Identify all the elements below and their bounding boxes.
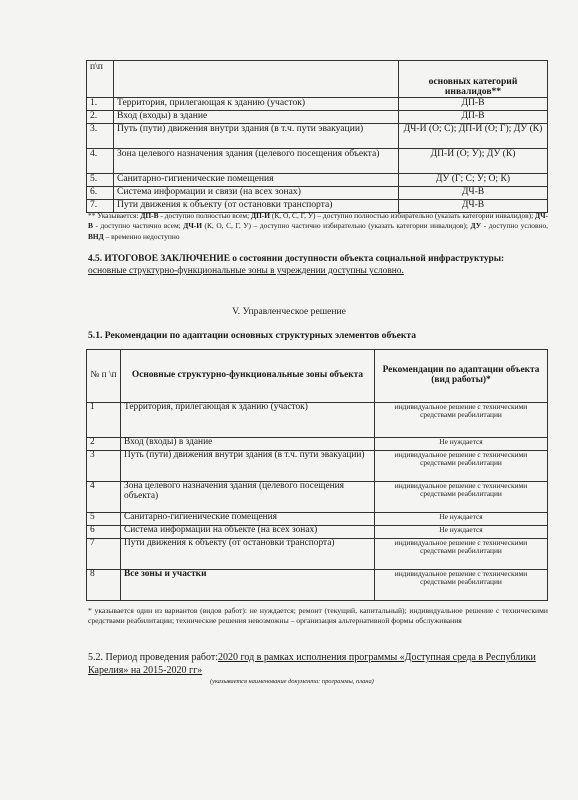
table-header-row — [87, 350, 548, 403]
accessibility-status: ДЧ-И (О; С); ДП-И (О; Г); ДУ (К) — [399, 124, 548, 149]
conclusion-text: основные структурно-функциональные зоны в учреждении доступны условно. — [88, 266, 404, 277]
work-types-footnote: * указывается один из вариантов (видов работ): не нуждается; ремонт (текущий, капитальный); индивидуальное решение с техническими средствами реабилитации; технические решения невозможны – организация альтернативной формы обслуживания — [88, 606, 548, 626]
table-row — [87, 98, 548, 111]
recommendation: индивидуальное решение с техническими средствами реабилитации — [375, 403, 548, 438]
zone-name: Зона целевого назначения здания (целевого посещения объекта) — [114, 149, 399, 174]
table-row — [87, 451, 548, 482]
work-period-label: 5.2. Период проведения работ: — [88, 652, 219, 663]
table-header-row — [87, 61, 548, 98]
table-row — [87, 111, 548, 124]
table-row — [87, 539, 548, 570]
footnote-text: ** Указывается: — [88, 211, 141, 220]
table-row — [87, 513, 548, 526]
zone-name: Путь (пути) движения внутри здания (в т.ч. пути эвакуации) — [121, 451, 375, 482]
table-row — [87, 438, 548, 451]
recommendation: Не нуждается — [375, 526, 548, 539]
section-5-heading: V. Управленческое решение — [232, 306, 346, 317]
recommendation: индивидуальное решение с техническими средствами реабилитации — [375, 451, 548, 482]
row-number: 6 — [87, 526, 121, 539]
recommendation: индивидуальное решение с техническими средствами реабилитации — [375, 539, 548, 570]
row-number: 8 — [87, 570, 121, 601]
zone-name: Санитарно-гигиенические помещения — [121, 513, 375, 526]
accessibility-status: ДЧ-В — [399, 187, 548, 200]
row-number: 3. — [87, 124, 114, 149]
recommendation: Не нуждается — [375, 438, 548, 451]
accessibility-status: ДП-В — [399, 98, 548, 111]
work-period-value: 2020 год в рамках исполнения программы «Доступная среда в Республики Карелия» на 2015-2020 гг» — [88, 652, 536, 676]
table-row — [87, 124, 548, 149]
footnote-text: - доступно частично всем; — [92, 221, 184, 231]
footnote-text: (К, О, С, Г, У) – доступно полностью избирательно (указать категории инвалидов); — [270, 211, 536, 220]
conclusion-title: 4.5. ИТОГОВОЕ ЗАКЛЮЧЕНИЕ о состоянии доступности объекта социальной инфраструктуры: — [88, 254, 505, 264]
work-period — [88, 651, 548, 677]
row-number: 7 — [87, 539, 121, 570]
table-row — [87, 482, 548, 513]
table-row — [87, 403, 548, 438]
row-number: 6. — [87, 187, 114, 200]
row-number: 4 — [87, 482, 121, 513]
accessibility-status: ДЧ-В — [399, 200, 548, 213]
footnote-code: ДУ — [470, 221, 482, 231]
zone-name: Пути движения к объекту (от остановки транспорта) — [121, 539, 375, 570]
header-zone: Основные структурно-функциональные зоны объекта — [121, 350, 375, 403]
footnote-code: ВНД — [88, 231, 104, 241]
zone-name: Система информации на объекте (на всех зонах) — [121, 526, 375, 539]
footnote-code: ДП-В — [140, 211, 159, 220]
row-number: 2 — [87, 438, 121, 451]
status-legend-footnote — [88, 211, 548, 242]
zone-name: Путь (пути) движения внутри здания (в т.ч. пути эвакуации) — [114, 124, 399, 149]
accessibility-status-table — [86, 60, 548, 213]
zone-name: Территория, прилегающая к зданию (участок) — [121, 403, 375, 438]
header-zone — [114, 61, 399, 98]
recommendations-table — [86, 349, 548, 601]
row-number: 3 — [87, 451, 121, 482]
footnote-text: - доступно полностью всем; — [158, 211, 251, 220]
footnote-text: (К, О, С, Г, У) – доступно частично избирательно (указать категории инвалидов); — [201, 221, 471, 231]
accessibility-status: ДП-В — [399, 111, 548, 124]
zone-name: Все зоны и участки — [121, 570, 375, 601]
zone-name: Система информации и связи (на всех зонах) — [114, 187, 399, 200]
zone-name: Вход (входы) в здание — [114, 111, 399, 124]
row-number: 7. — [87, 200, 114, 213]
header-recommendation: Рекомендации по адаптации объекта (вид работы)* — [375, 350, 548, 403]
row-number: 5. — [87, 174, 114, 187]
recommendation: индивидуальное решение с техническими средствами реабилитации — [375, 482, 548, 513]
header-number: № п \п — [87, 350, 121, 403]
table-row — [87, 526, 548, 539]
table-row — [87, 570, 548, 601]
table-row — [87, 149, 548, 174]
recommendation: индивидуальное решение с техническими средствами реабилитации — [375, 570, 548, 601]
zone-name: Вход (входы) в здание — [121, 438, 375, 451]
footnote-code: ДЧ-И — [183, 221, 202, 231]
row-number: 5 — [87, 513, 121, 526]
footnote-text: – временно недоступно — [103, 231, 180, 241]
row-number: 4. — [87, 149, 114, 174]
header-number: п\п — [87, 61, 114, 98]
recommendation: Не нуждается — [375, 513, 548, 526]
footnote-text: - доступно условно, — [481, 221, 548, 231]
zone-name: Территория, прилегающая к зданию (участок) — [114, 98, 399, 111]
row-number: 1. — [87, 98, 114, 111]
accessibility-status: ДУ (Г; С; У; О; К) — [399, 174, 548, 187]
footnote-code: ДП-И — [251, 211, 271, 220]
row-number: 2. — [87, 111, 114, 124]
table-row — [87, 187, 548, 200]
zone-name: Санитарно-гигиенические помещения — [114, 174, 399, 187]
document-name-note: (указывается наименование документа: программы, плана) — [210, 678, 374, 685]
table-row — [87, 174, 548, 187]
final-conclusion — [88, 253, 538, 277]
zone-name: Зона целевого назначения здания (целевого посещения объекта) — [121, 482, 375, 513]
footnote-code: ДЧ-В — [88, 211, 548, 231]
header-categories: основных категорий инвалидов** — [399, 61, 548, 98]
row-number: 1 — [87, 403, 121, 438]
section-5-1-heading: 5.1. Рекомендации по адаптации основных структурных элементов объекта — [88, 330, 417, 341]
accessibility-status: ДП-И (О; У); ДУ (К) — [399, 149, 548, 174]
zone-name: Пути движения к объекту (от остановки транспорта) — [114, 200, 399, 213]
